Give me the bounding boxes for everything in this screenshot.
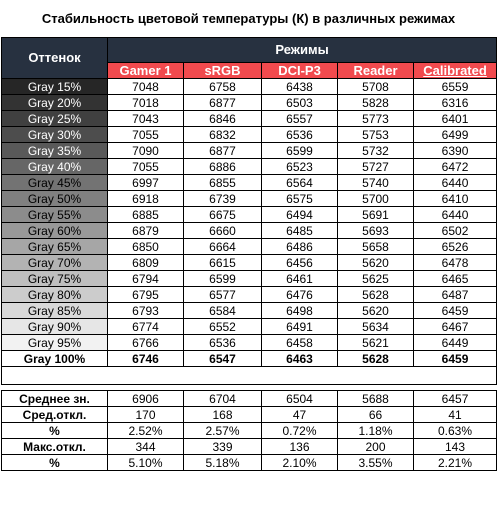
- table-row: [2, 255, 497, 271]
- table-row: [2, 79, 497, 95]
- value-cell: 6486: [262, 239, 338, 255]
- value-cell: 5634: [338, 319, 414, 335]
- value-cell: 6846: [184, 111, 262, 127]
- value-cell: 7055: [108, 159, 184, 175]
- value-cell: 6739: [184, 191, 262, 207]
- table-row: [2, 351, 497, 367]
- stat-value-cell: 6457: [414, 391, 497, 407]
- value-cell: 6401: [414, 111, 497, 127]
- gray-shade-label: Gray 75%: [2, 271, 108, 287]
- table-row: [2, 95, 497, 111]
- spacer-cell: [2, 367, 497, 385]
- value-cell: 6850: [108, 239, 184, 255]
- table-row: [2, 335, 497, 351]
- value-cell: 7090: [108, 143, 184, 159]
- stat-value-cell: 2.57%: [184, 423, 262, 439]
- value-cell: 7018: [108, 95, 184, 111]
- value-cell: 5625: [338, 271, 414, 287]
- value-cell: 5620: [338, 303, 414, 319]
- value-cell: 6615: [184, 255, 262, 271]
- value-cell: 6766: [108, 335, 184, 351]
- mode-header-dci-p3: DCI-P3: [262, 63, 338, 79]
- value-cell: 6577: [184, 287, 262, 303]
- value-cell: 6476: [262, 287, 338, 303]
- stat-value-cell: 47: [262, 407, 338, 423]
- gray-shade-label: Gray 95%: [2, 335, 108, 351]
- value-cell: 6491: [262, 319, 338, 335]
- table-row: [2, 127, 497, 143]
- value-cell: 5628: [338, 287, 414, 303]
- value-cell: 6918: [108, 191, 184, 207]
- gray-shade-label: Gray 35%: [2, 143, 108, 159]
- value-cell: 6758: [184, 79, 262, 95]
- table-row: [2, 207, 497, 223]
- stat-value-cell: 339: [184, 439, 262, 455]
- stat-value-cell: 41: [414, 407, 497, 423]
- table-row: [2, 271, 497, 287]
- table-row: [2, 143, 497, 159]
- value-cell: 6523: [262, 159, 338, 175]
- value-cell: 5773: [338, 111, 414, 127]
- value-cell: 5658: [338, 239, 414, 255]
- value-cell: 6885: [108, 207, 184, 223]
- stat-value-cell: 66: [338, 407, 414, 423]
- stat-value-cell: 2.10%: [262, 455, 338, 471]
- value-cell: 6660: [184, 223, 262, 239]
- gray-shade-label: Gray 90%: [2, 319, 108, 335]
- gray-shade-label: Gray 20%: [2, 95, 108, 111]
- value-cell: 6832: [184, 127, 262, 143]
- value-cell: 5620: [338, 255, 414, 271]
- value-cell: 6316: [414, 95, 497, 111]
- value-cell: 6879: [108, 223, 184, 239]
- value-cell: 6449: [414, 335, 497, 351]
- stat-value-cell: 344: [108, 439, 184, 455]
- value-cell: 6472: [414, 159, 497, 175]
- table-row: [2, 239, 497, 255]
- stat-value-cell: 170: [108, 407, 184, 423]
- gray-shade-label: Gray 85%: [2, 303, 108, 319]
- value-cell: 6886: [184, 159, 262, 175]
- stats-row: [2, 423, 497, 439]
- value-cell: 6877: [184, 143, 262, 159]
- value-cell: 6675: [184, 207, 262, 223]
- value-cell: 5693: [338, 223, 414, 239]
- table-row: [2, 319, 497, 335]
- table-row: [2, 287, 497, 303]
- value-cell: 6599: [184, 271, 262, 287]
- value-cell: 5700: [338, 191, 414, 207]
- value-cell: 6503: [262, 95, 338, 111]
- stat-value-cell: 143: [414, 439, 497, 455]
- value-cell: 6794: [108, 271, 184, 287]
- value-cell: 6536: [184, 335, 262, 351]
- gray-shade-label: Gray 15%: [2, 79, 108, 95]
- value-cell: 6459: [414, 303, 497, 319]
- stat-value-cell: 6906: [108, 391, 184, 407]
- value-cell: 6809: [108, 255, 184, 271]
- value-cell: 6855: [184, 175, 262, 191]
- table-row: [2, 223, 497, 239]
- gray-shade-label: Gray 45%: [2, 175, 108, 191]
- stat-value-cell: 5.10%: [108, 455, 184, 471]
- stat-label: Сред.откл.: [2, 407, 108, 423]
- value-cell: 5628: [338, 351, 414, 367]
- value-cell: 6499: [414, 127, 497, 143]
- stats-row: [2, 439, 497, 455]
- shade-column-header: Оттенок: [2, 38, 108, 79]
- value-cell: 6557: [262, 111, 338, 127]
- stat-value-cell: 0.63%: [414, 423, 497, 439]
- stat-value-cell: 2.52%: [108, 423, 184, 439]
- table-title: Стабильность цветовой температуры (К) в различных режимах: [41, 10, 456, 26]
- value-cell: 6793: [108, 303, 184, 319]
- value-cell: 7048: [108, 79, 184, 95]
- value-cell: 6440: [414, 207, 497, 223]
- value-cell: 6467: [414, 319, 497, 335]
- value-cell: 6390: [414, 143, 497, 159]
- stat-value-cell: 6504: [262, 391, 338, 407]
- value-cell: 6552: [184, 319, 262, 335]
- table-row: [2, 303, 497, 319]
- value-cell: 5727: [338, 159, 414, 175]
- value-cell: 5621: [338, 335, 414, 351]
- stat-value-cell: 5688: [338, 391, 414, 407]
- stat-value-cell: 3.55%: [338, 455, 414, 471]
- value-cell: 5828: [338, 95, 414, 111]
- value-cell: 6547: [184, 351, 262, 367]
- value-cell: 6410: [414, 191, 497, 207]
- value-cell: 6438: [262, 79, 338, 95]
- value-cell: 6440: [414, 175, 497, 191]
- value-cell: 6564: [262, 175, 338, 191]
- value-cell: 6584: [184, 303, 262, 319]
- gray-shade-label: Gray 80%: [2, 287, 108, 303]
- table-row: [2, 175, 497, 191]
- value-cell: 7043: [108, 111, 184, 127]
- table-row: [2, 159, 497, 175]
- stats-row: [2, 391, 497, 407]
- gray-shade-label: Gray 60%: [2, 223, 108, 239]
- stat-value-cell: 2.21%: [414, 455, 497, 471]
- value-cell: 6997: [108, 175, 184, 191]
- stat-value-cell: 6704: [184, 391, 262, 407]
- stat-value-cell: 136: [262, 439, 338, 455]
- modes-group-header: Режимы: [108, 38, 497, 63]
- value-cell: 5708: [338, 79, 414, 95]
- gray-shade-label: Gray 65%: [2, 239, 108, 255]
- value-cell: 5740: [338, 175, 414, 191]
- stat-value-cell: 0.72%: [262, 423, 338, 439]
- value-cell: 6526: [414, 239, 497, 255]
- value-cell: 6575: [262, 191, 338, 207]
- value-cell: 6502: [414, 223, 497, 239]
- value-cell: 6487: [414, 287, 497, 303]
- value-cell: 6664: [184, 239, 262, 255]
- value-cell: 6456: [262, 255, 338, 271]
- spacer-row: [2, 367, 497, 385]
- mode-header-reader: Reader: [338, 63, 414, 79]
- value-cell: 6478: [414, 255, 497, 271]
- table-row: [2, 111, 497, 127]
- value-cell: 6795: [108, 287, 184, 303]
- gray-shade-label: Gray 40%: [2, 159, 108, 175]
- stat-value-cell: 5.18%: [184, 455, 262, 471]
- stat-label: %: [2, 423, 108, 439]
- value-cell: 6877: [184, 95, 262, 111]
- value-cell: 6774: [108, 319, 184, 335]
- stats-row: [2, 455, 497, 471]
- table-row: [2, 191, 497, 207]
- value-cell: 5732: [338, 143, 414, 159]
- gray-shade-label: Gray 100%: [2, 351, 108, 367]
- stat-value-cell: 200: [338, 439, 414, 455]
- value-cell: 6461: [262, 271, 338, 287]
- gray-shade-label: Gray 70%: [2, 255, 108, 271]
- value-cell: 6459: [414, 351, 497, 367]
- stat-value-cell: 168: [184, 407, 262, 423]
- stats-row: [2, 407, 497, 423]
- gray-shade-label: Gray 50%: [2, 191, 108, 207]
- value-cell: 6494: [262, 207, 338, 223]
- stat-label: Среднее зн.: [2, 391, 108, 407]
- stat-value-cell: 1.18%: [338, 423, 414, 439]
- value-cell: 6498: [262, 303, 338, 319]
- value-cell: 6463: [262, 351, 338, 367]
- value-cell: 5753: [338, 127, 414, 143]
- color-temperature-table: [1, 37, 497, 471]
- stat-label: %: [2, 455, 108, 471]
- stat-label: Макс.откл.: [2, 439, 108, 455]
- mode-header-calibrated: Calibrated: [414, 63, 497, 79]
- gray-shade-label: Gray 25%: [2, 111, 108, 127]
- value-cell: 6536: [262, 127, 338, 143]
- value-cell: 6746: [108, 351, 184, 367]
- value-cell: 5691: [338, 207, 414, 223]
- value-cell: 6485: [262, 223, 338, 239]
- gray-shade-label: Gray 55%: [2, 207, 108, 223]
- mode-header-srgb: sRGB: [184, 63, 262, 79]
- gray-shade-label: Gray 30%: [2, 127, 108, 143]
- value-cell: 6465: [414, 271, 497, 287]
- value-cell: 6458: [262, 335, 338, 351]
- mode-header-gamer1: Gamer 1: [108, 63, 184, 79]
- value-cell: 7055: [108, 127, 184, 143]
- value-cell: 6559: [414, 79, 497, 95]
- value-cell: 6599: [262, 143, 338, 159]
